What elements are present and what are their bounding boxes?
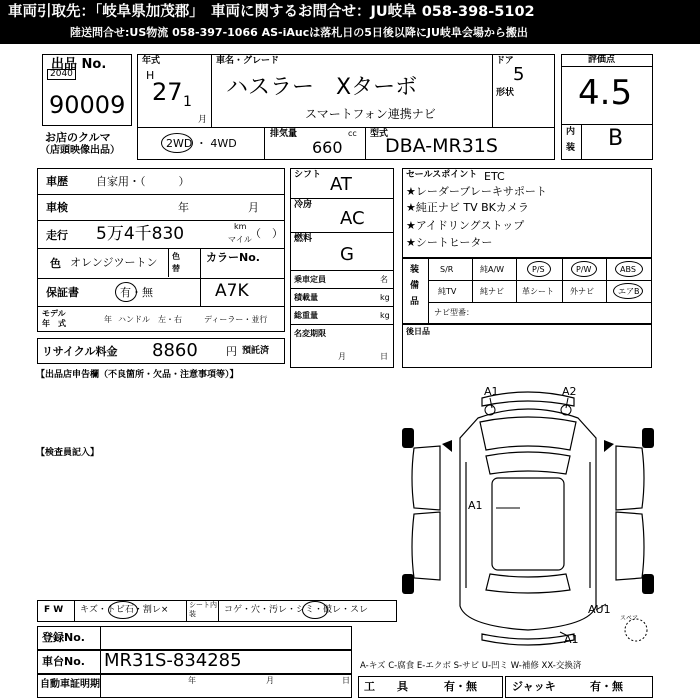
equip-abs-circle: [615, 261, 643, 277]
model-year-label2: 年 式: [42, 319, 66, 328]
mileage-value: 5万4千830: [96, 224, 185, 244]
car-roof: [492, 478, 564, 570]
era: H: [146, 69, 155, 82]
car-side-lines: [466, 462, 590, 588]
recycle-label: リサイクル料金: [42, 345, 118, 358]
km-unit: km: [234, 222, 247, 231]
equip-sr: S/R: [440, 265, 454, 274]
equip-label-1: 装: [410, 265, 420, 275]
divider: [100, 674, 101, 698]
ac-value: AC: [340, 208, 365, 229]
jack-label: ジャッキ: [512, 680, 556, 693]
wheel-front-left: [402, 428, 414, 448]
inspection-label: 車検: [46, 201, 68, 214]
recycle-value: 8860: [152, 340, 198, 361]
rear-bumper: [482, 634, 574, 645]
shop-line2: （店頭映像出品）: [40, 145, 120, 156]
damage-legend: A-キズ C-腐食 E-エクボ S-サビ U-凹ミ W-補修 XX-交換済: [360, 661, 582, 671]
header-banner: [0, 0, 700, 44]
car-name: ハスラー Xターボ: [226, 75, 418, 100]
grade-note: スマートフォン連携ナビ: [305, 107, 436, 121]
equip-navi: 純ナビ: [480, 287, 504, 296]
mark-rear-right: AU1: [588, 603, 611, 616]
divider: [290, 270, 394, 271]
interior-label1: 内: [566, 127, 576, 137]
interior-value: B: [608, 126, 624, 151]
color-change-2: 替: [172, 264, 180, 273]
divider: [37, 248, 285, 249]
divider: [137, 127, 555, 128]
divider: [200, 248, 201, 306]
floor-circle: [108, 601, 138, 619]
inspection-year-unit: 年: [178, 201, 189, 214]
divider: [100, 650, 101, 674]
divider: [290, 232, 394, 233]
cert-month: 月: [266, 676, 274, 685]
divider: [581, 124, 582, 160]
year-label: 年式: [142, 56, 161, 66]
lot-stamp: 2040: [47, 69, 76, 80]
tools-value: 有・無: [444, 680, 477, 693]
mirror-right: [604, 440, 614, 452]
equip-ps-circle: [527, 261, 551, 277]
floor-label: F W: [44, 605, 64, 615]
seat-circle: [302, 601, 328, 619]
divider: [428, 280, 652, 281]
divider: [428, 258, 429, 324]
headlight-left: [485, 405, 495, 415]
inspection-month-unit: 月: [248, 201, 259, 214]
load-label: 積載量: [294, 293, 318, 302]
car-windshield: [486, 452, 570, 474]
inspector-label: 【検査員記入】: [36, 448, 100, 458]
mark-roof: A1: [468, 499, 483, 512]
car-rear-window: [486, 574, 570, 593]
car-diagram: [400, 378, 656, 650]
recycle-unit: 円: [226, 345, 237, 358]
sales-points-label: セールスポイント: [406, 170, 478, 180]
sales-point-5: ★シートヒーター: [406, 236, 493, 249]
divider: [492, 54, 493, 128]
month-unit: 月: [198, 115, 208, 125]
divider: [186, 600, 187, 622]
divider: [264, 127, 265, 160]
divider: [472, 258, 473, 302]
mark-rear: A1: [564, 633, 579, 646]
seat-items: コゲ・穴・汚レ・シミ・破レ・スレ: [224, 605, 369, 615]
name-label: 車名・グレード: [216, 56, 280, 66]
seat-label: シート内装: [189, 601, 217, 618]
divider: [74, 600, 75, 622]
model-year-unit: 年: [104, 315, 112, 324]
equip-pw-circle: [571, 261, 597, 277]
displacement: 660: [312, 138, 343, 157]
wheel-front-right: [642, 428, 654, 448]
equip-label-2: 備: [410, 281, 420, 291]
left-front-door: [412, 446, 440, 510]
lot-number: 90009: [49, 91, 126, 119]
right-front-door: [616, 446, 644, 510]
right-rear-door: [616, 512, 644, 580]
chassis-number: MR31S-834285: [104, 650, 242, 671]
divider: [290, 306, 394, 307]
divider: [100, 626, 101, 650]
model-year-label1: モデル: [42, 309, 66, 318]
wheel-rear-left: [402, 574, 414, 594]
mileage-paren: （ ）: [250, 227, 283, 240]
fuel-value: G: [340, 244, 354, 265]
fuel-label: 燃料: [294, 234, 313, 244]
equip-leather: 革シート: [522, 287, 554, 296]
weight-label: 総重量: [294, 311, 318, 320]
navi-model-label: ナビ型番：: [434, 308, 474, 317]
capacity-unit: 名: [380, 275, 388, 284]
cert-label: 自動車証明期: [40, 679, 100, 690]
left-rear-door: [412, 512, 440, 580]
color-change-1: 色: [172, 252, 180, 261]
tools-label: 工 具: [364, 680, 408, 693]
history-label: 車歴: [46, 175, 68, 188]
after-items-label: 後日品: [406, 327, 430, 336]
divider: [37, 220, 285, 221]
handle-label: ハンドル: [118, 315, 150, 324]
equip-outnavi: 外ナビ: [570, 287, 594, 296]
divider: [218, 600, 219, 622]
equip-abs: ABS: [620, 265, 636, 274]
change-date-label: 名変期限: [294, 329, 326, 338]
dealer-value: ディーラー・並行: [204, 315, 268, 324]
interior-label2: 装: [566, 143, 576, 153]
mark-front-left: A1: [484, 385, 499, 398]
lot-box: [42, 54, 132, 126]
year-value: 27: [152, 78, 183, 106]
floor-items: キズ・トビ石・割レ×: [80, 605, 169, 615]
equip-pw: P/W: [576, 265, 592, 274]
mark-front-right: A2: [562, 385, 577, 398]
sales-point-4: ★アイドリングストップ: [406, 219, 525, 232]
displacement-label: 排気量: [270, 129, 298, 139]
change-day-unit: 日: [380, 352, 388, 361]
handle-value: 左・右: [158, 315, 182, 324]
jack-value: 有・無: [590, 680, 623, 693]
car-hood: [480, 417, 576, 450]
month-value: 1: [183, 94, 192, 110]
reg-label: 登録No.: [42, 631, 85, 644]
load-unit: kg: [380, 293, 390, 302]
equip-ps: P/S: [532, 265, 545, 274]
sales-point-2: ★レーダーブレーキサポート: [406, 185, 547, 198]
shift-value: AT: [330, 174, 352, 195]
equip-label-3: 品: [410, 297, 420, 307]
divider: [290, 198, 394, 199]
cc-unit: cc: [348, 129, 357, 138]
shift-label: シフト: [294, 170, 322, 180]
history-table: [37, 168, 285, 332]
divider: [561, 124, 653, 125]
history-value: 自家用・（ ）: [96, 175, 190, 188]
door-label: ドア: [496, 56, 514, 66]
sales-point-3: ★純正ナビ TV BKカメラ: [406, 201, 529, 214]
divider: [516, 258, 517, 302]
divider: [37, 306, 285, 307]
divider: [290, 288, 394, 289]
lot-label: 出品 No.: [51, 57, 107, 72]
mileage-label: 走行: [46, 229, 68, 242]
mirror-left: [442, 440, 452, 452]
divider: [562, 258, 563, 302]
divider: [290, 324, 394, 325]
divider: [606, 258, 607, 302]
equip-aw: 純A/W: [480, 265, 505, 274]
warranty-label: 保証書: [46, 286, 79, 299]
color-label: 色: [50, 257, 61, 270]
recycle-note: 預託済: [242, 346, 270, 356]
car-body-outline: [460, 409, 596, 630]
equip-airbag-circle: [613, 283, 643, 299]
cert-day: 日: [342, 676, 350, 685]
divider: [365, 127, 366, 160]
ac-label: 冷房: [294, 200, 313, 210]
spare-label: スペア: [620, 615, 639, 622]
shape-label: 形状: [496, 88, 515, 98]
mile-unit: マイル: [228, 235, 252, 244]
divider: [37, 278, 285, 279]
cert-year: 年: [188, 676, 196, 685]
change-month-unit: 月: [338, 352, 346, 361]
color-value: オレンジツートン: [70, 256, 158, 269]
model-label: 型式: [370, 129, 389, 139]
header-line1: 車両引取先：「岐阜県加茂郡」 車両に関するお問合せ：JU岐阜 058-398-5102: [8, 4, 535, 20]
color-no-label: カラーNo.: [206, 251, 260, 264]
wheel-rear-right: [642, 574, 654, 594]
door-value: 5: [513, 64, 525, 85]
model-code: DBA-MR31S: [385, 135, 498, 157]
after-items-box: [402, 324, 652, 368]
divider: [428, 302, 652, 303]
header-line2: 陸送問合せ:US物流 058-397-1066 AS-iAucは落札日の5日後以降にJU岐阜会場から搬出: [70, 26, 528, 39]
warranty-circle: [115, 282, 137, 302]
equip-airbag: エアB: [618, 287, 640, 296]
mark-pointers: [490, 398, 606, 636]
score-value: 4.5: [578, 73, 633, 113]
shop-line1: お店のクルマ: [45, 131, 111, 144]
drive-type: 2WD ・ 4WD: [166, 137, 237, 150]
equip-tv: 純TV: [438, 287, 457, 296]
seller-report-label: 【出品店申告欄（不良箇所・欠品・注意事項等）】: [36, 370, 239, 380]
warranty-value: 有・無: [120, 286, 153, 299]
drive-circle: [161, 133, 193, 153]
chassis-label: 車台No.: [42, 655, 85, 668]
divider: [561, 66, 653, 67]
spare-tire-icon: [625, 619, 647, 641]
divider: [37, 194, 285, 195]
capacity-label: 乗車定員: [294, 275, 326, 284]
sales-point-1: ETC: [484, 170, 505, 183]
color-no-value: A7K: [215, 281, 249, 301]
divider: [211, 54, 212, 128]
weight-unit: kg: [380, 311, 390, 320]
score-label: 評価点: [588, 55, 616, 65]
